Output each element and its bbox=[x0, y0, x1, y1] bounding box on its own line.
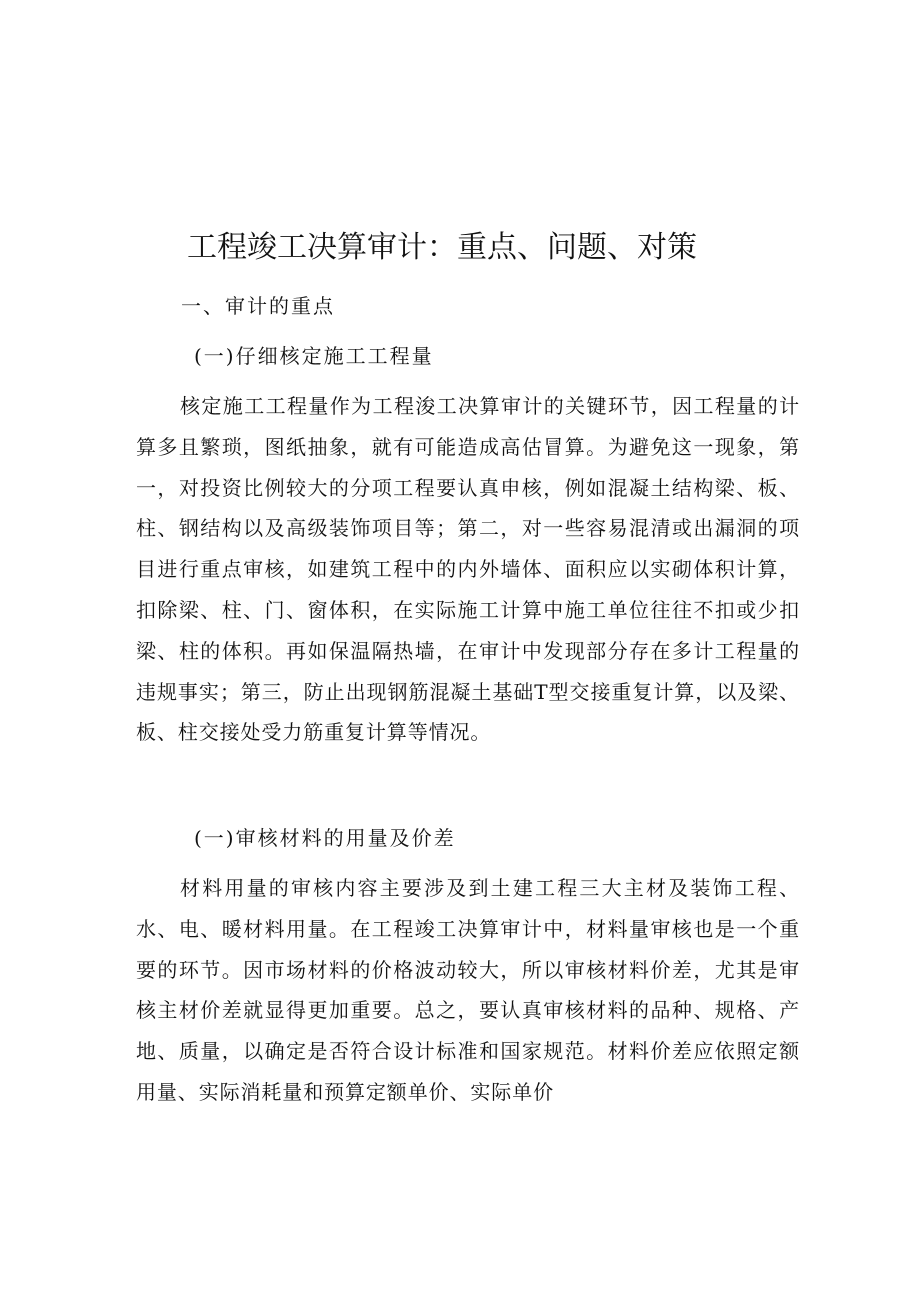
subsection-heading-verify-quantities: (一)仔细核定施工工程量 bbox=[194, 344, 434, 368]
paragraph-material-review: 材料用量的审核内容主要涉及到土建工程三大主材及装饰工程、水、电、暖材料用量。在工程竣工决算审计中，材料量审核也是一个重要的环节。因市场材料的价格波动较大，所以审核材料价差，尤其是审核主材价差就显得更加重要。总之，要认真审核材料的品种、规格、产地、质量，以确定是否符合设计标准和国家规范。材料价差应依照定额用量、实际消耗量和预算定额单价、实际单价 bbox=[136, 876, 800, 1104]
paragraph-verify-quantities: 核定施工工程量作为工程浚工决算审计的关键环节，因工程量的计算多且繁琐，图纸抽象，就有可能造成高估冒算。为避免这一现象，第一，对投资比例较大的分项工程要认真申核，例如混凝土结构梁、板、柱、钢结构以及高级装饰项目等；第二，对一些容易混清或出漏洞的项目进行重点审核，如建筑工程中的内外墙体、面积应以实砌体积计算，扣除梁、柱、门、窗体积，在实际施工计算中施工单位往往不扣或少扣梁、柱的体积。再如保温隔热墙，在审计中发现部分存在多计工程量的违规事实；第三，防止出现钢筋混凝土基础T型交接重复计算，以及梁、板、柱交接处受力筋重复计算等情况。 bbox=[136, 394, 800, 745]
document-title: 工程竣工决算审计：重点、问题、对策 bbox=[187, 230, 697, 265]
section-heading-audit-focus: 一、审计的重点 bbox=[181, 294, 335, 318]
subsection-heading-material-review: (一)审核材料的用量及价差 bbox=[194, 826, 456, 850]
